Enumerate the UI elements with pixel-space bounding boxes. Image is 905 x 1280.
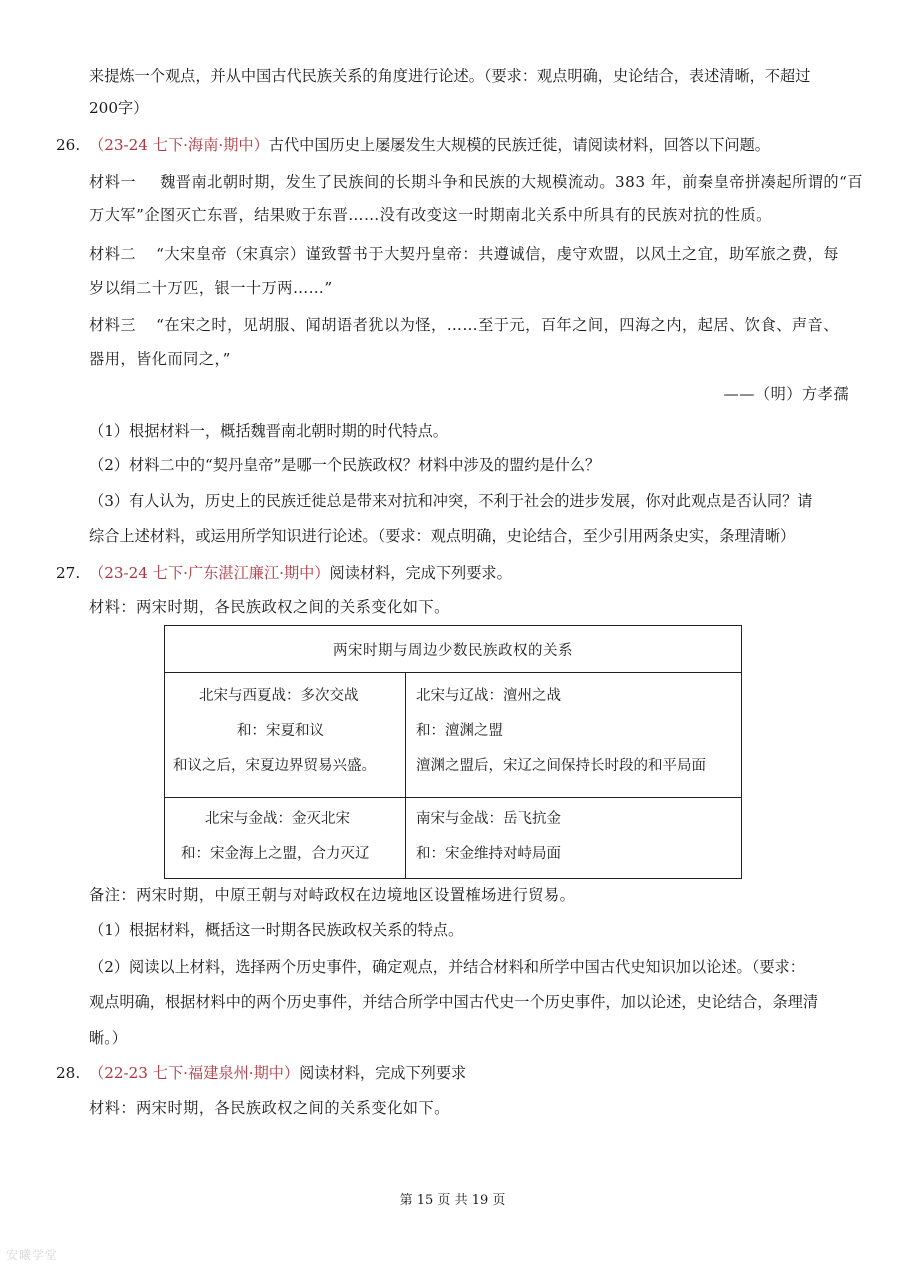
question-27-source: （23-24 七下·广东湛江廉江·期中） [89, 564, 330, 582]
table-cell-line: 和：澶渊之盟 [416, 723, 503, 739]
table-cell-line: 北宋与西夏战：多次交战 [199, 688, 359, 704]
q26-material-3-line-2: 器用，皆化而同之，” [89, 350, 231, 368]
table-cell-line: 和：宋金海上之盟，合力灭辽 [181, 846, 370, 862]
q28-material: 材料：两宋时期，各民族政权之间的关系变化如下。 [89, 1099, 450, 1117]
table-cell-line: 北宋与辽战：澶州之战 [416, 688, 561, 704]
table-cell-line: 和议之后，宋夏边界贸易兴盛。 [173, 758, 376, 774]
q27-sub-2-line-2: 观点明确，根据材料中的两个历史事件，并结合所学中国古代史一个历史事件，加以论述，史论结合，条理清 [89, 993, 818, 1011]
q26-material-1-label: 材料一 [89, 173, 137, 191]
table-cell-line: 和：宋金维持对峙局面 [416, 846, 561, 862]
table-cell-song-xixia [165, 673, 406, 798]
intro-line-1: 来提炼一个观点，并从中国古代民族关系的角度进行论述。（要求：观点明确，史论结合，表述清晰，不超过 [89, 67, 811, 85]
q27-note: 备注：两宋时期，中原王朝与对峙政权在边境地区设置榷场进行贸易。 [89, 886, 576, 904]
q26-sub-2: （2）材料二中的“契丹皇帝”是哪一个民族政权？材料中涉及的盟约是什么？ [89, 456, 601, 474]
q26-material-1-line-1 [89, 172, 863, 192]
table-cell-line: 南宋与金战：岳飞抗金 [416, 811, 561, 827]
watermark: 安曦学堂 [6, 1248, 59, 1262]
q27-sub-2-line-1: （2）阅读以上材料，选择两个历史事件，确定观点，并结合材料和所学中国古代史知识加以论述。（要求： [89, 958, 805, 976]
table-cell-line: 和：宋夏和议 [237, 723, 324, 739]
question-27-header [89, 563, 512, 583]
question-28-number: 28. [56, 1064, 81, 1082]
q26-material-2-label: 材料二 [89, 245, 137, 263]
q26-material-1-text: 魏晋南北朝时期，发生了民族间的长期斗争和民族的大规模流动。383 年，前秦皇帝拼凑起所谓的“百 [160, 173, 864, 191]
q26-material-2-line-1 [89, 244, 839, 264]
table-title: 两宋时期与周边少数民族政权的关系 [165, 626, 742, 673]
q26-sub-3-line-1: （3）有人认为，历史上的民族迁徙总是带来对抗和冲突，不利于社会的进步发展，你对此观点是否认同？请 [89, 492, 813, 510]
question-27-stem: 阅读材料，完成下列要求。 [329, 564, 512, 582]
table-cell-northern-song-jin [165, 798, 406, 879]
q26-sub-1: （1）根据材料一，概括魏晋南北朝时期的时代特点。 [89, 422, 448, 440]
q26-material-2-line-2: 岁以绢二十万匹，银一十万两……” [89, 279, 333, 297]
table-cell-line: 澶渊之盟后，宋辽之间保持长时段的和平局面 [416, 758, 706, 774]
q27-sub-1: （1）根据材料，概括这一时期各民族政权关系的特点。 [89, 921, 464, 939]
q26-sub-3-line-2: 综合上述材料，或运用所学知识进行论述。（要求：观点明确，史论结合，至少引用两条史实，条理清晰） [89, 527, 796, 545]
table-cell-song-liao [406, 673, 742, 798]
table-cell-line: 北宋与金战：金灭北宋 [205, 811, 350, 827]
question-28-header [89, 1063, 466, 1083]
q26-material-3-line-1 [89, 315, 839, 335]
question-26-header [89, 135, 770, 155]
question-26-source: （23-24 七下·海南·期中） [89, 136, 269, 154]
q26-material-3-label: 材料三 [89, 316, 137, 334]
question-28-stem: 阅读材料，完成下列要求 [299, 1064, 467, 1082]
q27-sub-2-line-3: 晰。） [89, 1029, 127, 1047]
question-28-source: （22-23 七下·福建泉州·期中） [89, 1064, 300, 1082]
relations-table [164, 625, 742, 879]
intro-line-2: 200字） [89, 99, 149, 117]
question-26-number: 26. [56, 136, 81, 154]
q26-material-3-text: “在宋之时，见胡服、闻胡语者犹以为怪，……至于元，百年之间，四海之内，起居、饮食、声音、 [156, 316, 839, 334]
question-27-number: 27. [56, 564, 81, 582]
table-cell-southern-song-jin [406, 798, 742, 879]
q26-attribution: ——（明）方孝孺 [723, 385, 849, 403]
question-26-stem: 古代中国历史上屡屡发生大规模的民族迁徙，请阅读材料，回答以下问题。 [268, 136, 770, 154]
q27-material: 材料：两宋时期，各民族政权之间的关系变化如下。 [89, 598, 450, 616]
page-footer: 第 15 页 共 19 页 [399, 1193, 506, 1208]
q26-material-1-line-2: 万大军”企图灭亡东晋，结果败于东晋……没有改变这一时期南北关系中所具有的民族对抗的性质。 [89, 206, 772, 224]
q26-material-2-text: “大宋皇帝（宋真宗）谨致誓书于大契丹皇帝：共遵诚信，虔守欢盟，以风土之宜，助军旅之费，每 [156, 245, 839, 263]
